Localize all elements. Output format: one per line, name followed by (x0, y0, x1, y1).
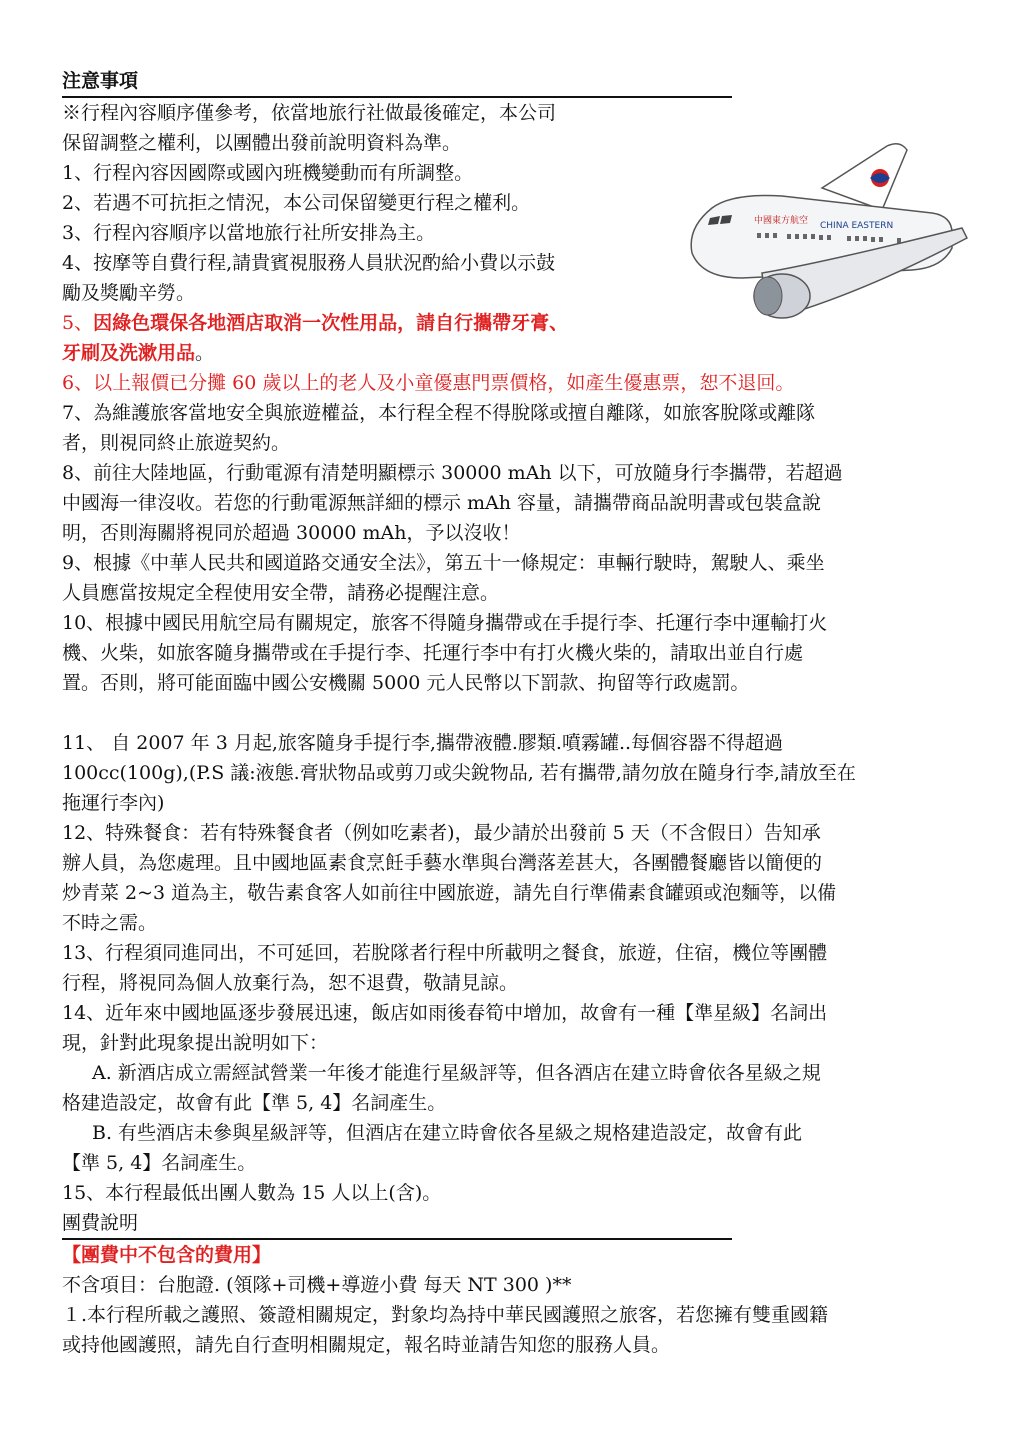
airline-name-cn: 中國東方航空 (754, 216, 809, 226)
note-line: 3、行程內容順序以當地旅行社所安排為主。 (62, 222, 436, 244)
item5-text-2: 牙刷及洗漱用品 (62, 342, 196, 364)
note-item-15: 15、本行程最低出團人數為 15 人以上(含)。 (62, 1182, 442, 1204)
notes-heading: 注意事項 (62, 66, 732, 98)
note-line: 中國海一律沒收。若您的行動電源無詳細的標示 mAh 容量，請攜帶商品說明書或包裝盒說 (62, 492, 822, 514)
note-line: 2、若遇不可抗拒之情況，本公司保留變更行程之權利。 (62, 192, 531, 214)
note-line: 置。否則，將可能面臨中國公安機關 5000 元人民幣以下罰款、拘留等行政處罰。 (62, 672, 750, 694)
note-line: 勵及獎勵辛勞。 (62, 282, 196, 304)
note-line: 14、近年來中國地區逐步發展迅速，飯店如雨後春筍中增加，故會有一種【準星級】名詞出 (62, 1002, 828, 1024)
note-line: 7、為維護旅客當地安全與旅遊權益，本行程全程不得脫隊或擅自離隊，如旅客脫隊或離隊 (62, 402, 816, 424)
note-item-6: 6、以上報價已分攤 60 歲以上的老人及小童優惠門票價格，如產生優惠票，恕不退回。 (62, 372, 795, 394)
note-line: 人員應當按規定全程使用安全帶，請務必提醒注意。 (62, 582, 500, 604)
note-line: 不時之需。 (62, 912, 158, 934)
fees-excluded-title: 【團費中不包含的費用】 (62, 1244, 272, 1266)
note-line: 8、前往大陸地區，行動電源有清楚明顯標示 30000 mAh 以下，可放隨身行李攜帶，若超過 (62, 462, 843, 484)
note-line: 12、特殊餐食：若有特殊餐食者（例如吃素者)，最少請於出發前 5 天（不含假日）告知承 (62, 822, 821, 844)
spacer (62, 698, 962, 728)
fees-passport-line2: 或持他國護照，請先自行查明相關規定，報名時並請告知您的服務人員。 (62, 1334, 671, 1356)
note-line: 9、根據《中華人民共和國道路交通安全法》，第五十一條規定：車輛行駛時，駕駛人、乘坐 (62, 552, 825, 574)
item5-text: 因綠色環保各地酒店取消一次性用品，請自行攜帶牙膏、 (93, 312, 569, 334)
fees-passport-line1: １.本行程所載之護照、簽證相關規定，對象均為持中華民國護照之旅客，若您擁有雙重國籍 (62, 1304, 829, 1326)
note-line: 辦人員，為您處理。且中國地區素食烹飪手藝水準與台灣落差甚大，各團體餐廳皆以簡便的 (62, 852, 823, 874)
note-item-5-line2 (62, 338, 962, 368)
note-line: 11、 自 2007 年 3 月起,旅客隨身手提行李,攜帶液體.膠類.噴霧罐..每個容器不得超過 (62, 732, 784, 754)
note-subitem-b-cont: 【準 5, 4】名詞產生。 (62, 1152, 257, 1174)
note-line: 10、根據中國民用航空局有關規定，旅客不得隨身攜帶或在手提行李、托運行李中運輸打火 (62, 612, 828, 634)
airline-name-en: CHINA EASTERN (820, 221, 894, 231)
note-item-5-line1 (62, 308, 962, 338)
item5-end: 。 (195, 342, 215, 364)
note-line: 拖運行李內) (62, 792, 165, 814)
fees-excluded-item: 不含項目：台胞證. (領隊+司機+導遊小費 每天 NT 300 )** (62, 1274, 572, 1296)
note-line: 1、行程內容因國際或國內班機變動而有所調整。 (62, 162, 474, 184)
note-line: 100cc(100g),(P.S 議:液態.膏狀物品或剪刀或尖銳物品, 若有攜帶,請勿放在隨身行李,請放至在 (62, 762, 856, 784)
item5-num: 5、 (62, 312, 94, 334)
note-line: 保留調整之權利，以團體出發前說明資料為準。 (62, 132, 462, 154)
note-subitem-a-cont: 格建造設定，故會有此【準 5, 4】名詞產生。 (62, 1092, 447, 1114)
note-line: 炒青菜 2~3 道為主，敬告素食客人如前往中國旅遊，請先自行準備素食罐頭或泡麵等，以備 (62, 882, 837, 904)
note-line: 者，則視同終止旅遊契約。 (62, 432, 291, 454)
note-line: 明，否則海關將視同於超過 30000 mAh，予以沒收！ (62, 522, 521, 544)
note-line: 4、按摩等自費行程,請貴賓視服務人員狀況酌給小費以示鼓 (62, 252, 556, 274)
note-line: 行程，將視同為個人放棄行為，恕不退費，敬請見諒。 (62, 972, 519, 994)
note-line: ※行程內容順序僅參考，依當地旅行社做最後確定，本公司 (62, 102, 557, 124)
document-body (62, 66, 962, 1360)
note-line: 13、行程須同進同出，不可延回，若脫隊者行程中所載明之餐食，旅遊，住宿，機位等團體 (62, 942, 828, 964)
note-line: 現，針對此現象提出說明如下： (62, 1032, 329, 1054)
note-line: 機、火柴，如旅客隨身攜帶或在手提行李、托運行李中有打火機火柴的，請取出並自行處 (62, 642, 804, 664)
note-subitem-a: A. 新酒店成立需經試營業一年後才能進行星級評等，但各酒店在建立時會依各星級之規 (92, 1062, 821, 1084)
fees-heading: 團費說明 (62, 1208, 732, 1240)
note-subitem-b: B. 有些酒店未參與星級評等，但酒店在建立時會依各星級之規格建造設定，故會有此 (92, 1122, 803, 1144)
